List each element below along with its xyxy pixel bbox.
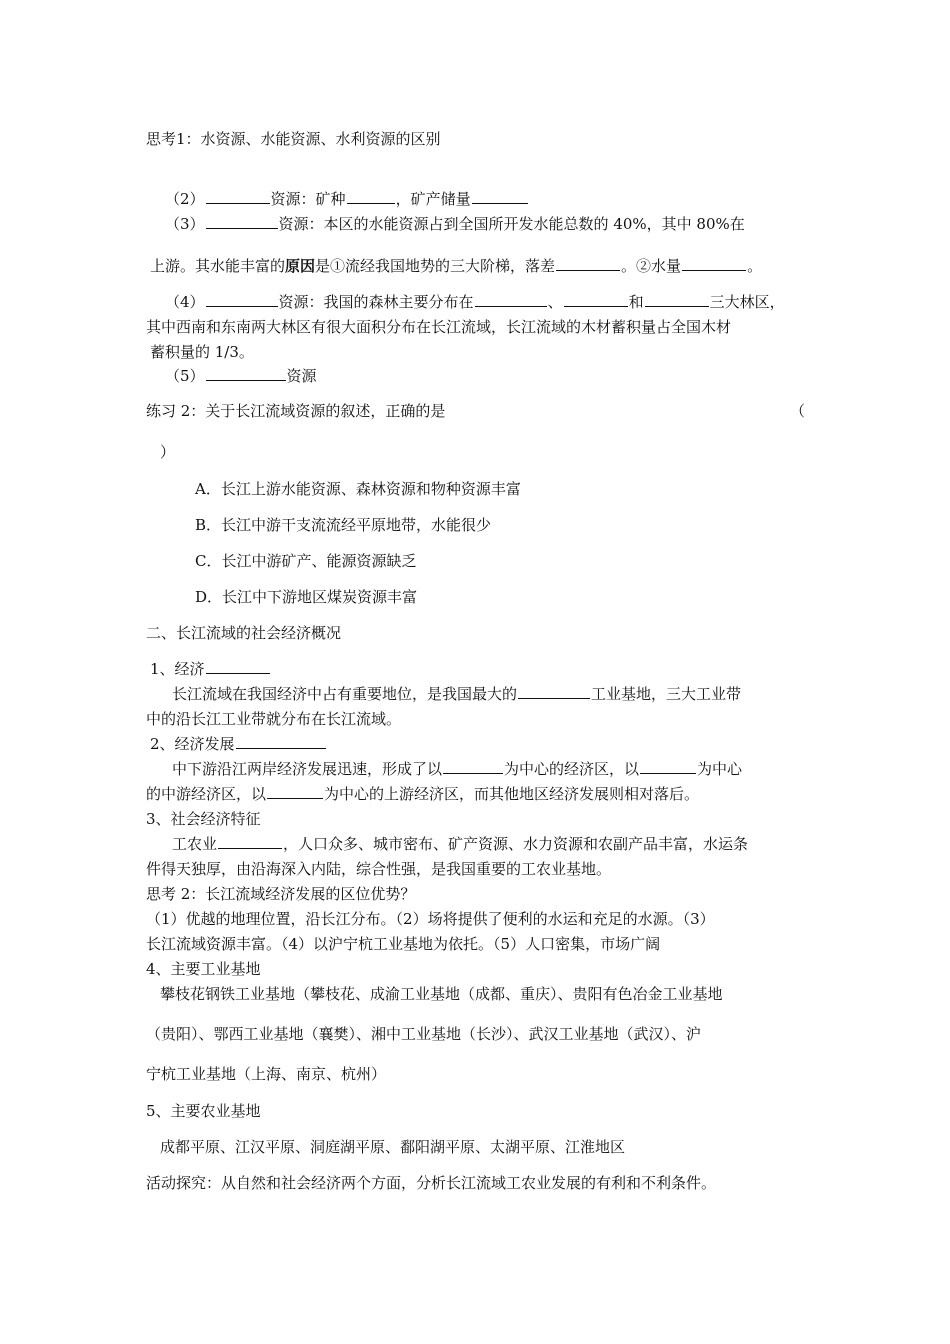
econ2-p1c: 为中心 — [697, 760, 743, 778]
option-d: D．长江中下游地区煤炭资源丰富 — [195, 588, 418, 606]
agri-heading: 5、主要农业基地 — [146, 1102, 261, 1120]
econ1-p1b: 工业基地，三大工业带 — [591, 685, 742, 703]
item2-line — [165, 187, 529, 211]
item3-line2c: 是①流经我国地势的三大阶梯，落差 — [315, 257, 556, 275]
item4-c: 和 — [628, 293, 644, 311]
industry-heading: 4、主要工业基地 — [146, 960, 261, 978]
econ3-p1b: ，人口众多、城市密布、矿产资源、水力资源和农副产品丰富，水运条 — [283, 835, 749, 853]
econ1-p1a: 长江流域在我国经济中占有重要地位，是我国最大的 — [172, 685, 518, 703]
econ1-heading — [150, 657, 271, 681]
practice2-paren-open: （ — [790, 402, 806, 420]
econ2-p1a: 中下游沿江两岸经济发展迅速，形成了以 — [172, 760, 443, 778]
blank — [236, 733, 326, 749]
item3-line2d: 。②水量 — [621, 257, 682, 275]
item3-line2e: 。 — [747, 257, 763, 275]
econ3-p1a: 工农业 — [172, 835, 218, 853]
blank — [472, 188, 528, 204]
item2-mid2: ，矿产储量 — [395, 190, 471, 208]
econ3-heading: 3、社会经济特征 — [146, 810, 261, 828]
activity-line: 活动探究：从自然和社会经济两个方面，分析长江流域工农业发展的有利和不利条件。 — [146, 1174, 717, 1192]
blank — [475, 291, 547, 307]
item4-line3: 蓄积量的 1/3。 — [150, 343, 254, 361]
econ2-p2b: 为中心的上游经济区，而其他地区经济发展则相对落后。 — [324, 785, 700, 803]
item4-line2: 其中西南和东南两大林区有很大面积分布在长江流域，长江流域的木材蓄积量占全国木材 — [146, 318, 732, 336]
industry-line2: （贵阳）、鄂西工业基地（襄樊）、湘中工业基地（长沙）、武汉工业基地（武汉）、沪 — [146, 1025, 702, 1043]
econ2-p2a: 的中游经济区，以 — [146, 785, 267, 803]
econ2-p1b: 为中心的经济区，以 — [504, 760, 640, 778]
econ2-line1 — [172, 757, 742, 781]
practice2-paren-close: ） — [160, 443, 176, 461]
econ2-heading — [150, 732, 327, 756]
blank — [206, 188, 270, 204]
practice2-question: 练习 2：关于长江流域资源的叙述，正确的是 — [146, 402, 446, 420]
item4-prefix: （4） — [165, 293, 205, 311]
item4-line1 — [165, 290, 785, 314]
item3-line1 — [165, 212, 745, 236]
blank — [645, 291, 709, 307]
blank — [267, 783, 323, 799]
think2-heading: 思考 2：长江流域经济发展的区位优势？ — [146, 885, 416, 903]
item3-line1-text: 资源：本区的水能资源占到全国所开发水能总数的 40%，其中 80%在 — [278, 215, 745, 233]
item4-d: 三大林区， — [709, 293, 785, 311]
blank — [682, 255, 746, 271]
item3-line2a: 上游。其水能丰富的 — [150, 257, 286, 275]
blank — [443, 758, 503, 774]
blank — [640, 758, 696, 774]
industry-line3: 宁杭工业基地（上海、南京、杭州） — [146, 1065, 387, 1083]
econ2-line2 — [146, 782, 699, 806]
econ1-line1 — [172, 682, 741, 706]
item5-line — [165, 364, 317, 388]
econ1-head: 1、经济 — [150, 660, 205, 678]
item2-prefix: （2） — [165, 190, 205, 208]
item3-line2 — [150, 254, 762, 278]
econ3-line1 — [172, 832, 748, 856]
option-b: B．长江中游干支流流经平原地带，水能很少 — [195, 516, 492, 534]
blank — [564, 291, 628, 307]
item3-reason: 原因 — [285, 257, 316, 275]
econ3-line2: 件得天独厚，由沿海深入内陆，综合性强，是我国重要的工农业基地。 — [146, 860, 612, 878]
econ1-line2: 中的沿长江工业带就分布在长江流域。 — [146, 710, 402, 728]
blank — [347, 188, 395, 204]
industry-line1: 攀枝花钢铁工业基地（攀枝花、成渝工业基地（成都、重庆）、贵阳有色冶金工业基地 — [160, 985, 723, 1003]
agri-line1: 成都平原、江汉平原、洞庭湖平原、鄱阳湖平原、太湖平原、江淮地区 — [160, 1138, 626, 1156]
item3-prefix: （3） — [165, 215, 205, 233]
item5-suffix: 资源 — [286, 367, 317, 385]
blank — [206, 291, 278, 307]
item5-prefix: （5） — [165, 367, 205, 385]
blank — [218, 833, 282, 849]
blank — [518, 683, 590, 699]
item4-a: 资源：我国的森林主要分布在 — [278, 293, 474, 311]
blank — [206, 365, 286, 381]
blank — [556, 255, 620, 271]
option-c: C．长江中游矿产、能源资源缺乏 — [195, 552, 417, 570]
option-a: A．长江上游水能资源、森林资源和物种资源丰富 — [195, 480, 521, 498]
item2-mid1: 资源：矿种 — [270, 190, 346, 208]
think2-line1: （1）优越的地理位置，沿长江分布。（2）场将提供了便利的水运和充足的水源。（3） — [146, 910, 715, 928]
think1-line: 思考1：水资源、水能资源、水利资源的区别 — [146, 130, 441, 148]
item4-b: 、 — [547, 293, 563, 311]
econ2-head: 2、经济发展 — [150, 735, 235, 753]
section2-heading: 二、长江流域的社会经济概况 — [146, 624, 342, 642]
think2-line2: 长江流域资源丰富。（4）以沪宁杭工业基地为依托。（5）人口密集，市场广阔 — [146, 935, 661, 953]
blank — [206, 658, 270, 674]
blank — [206, 213, 278, 229]
